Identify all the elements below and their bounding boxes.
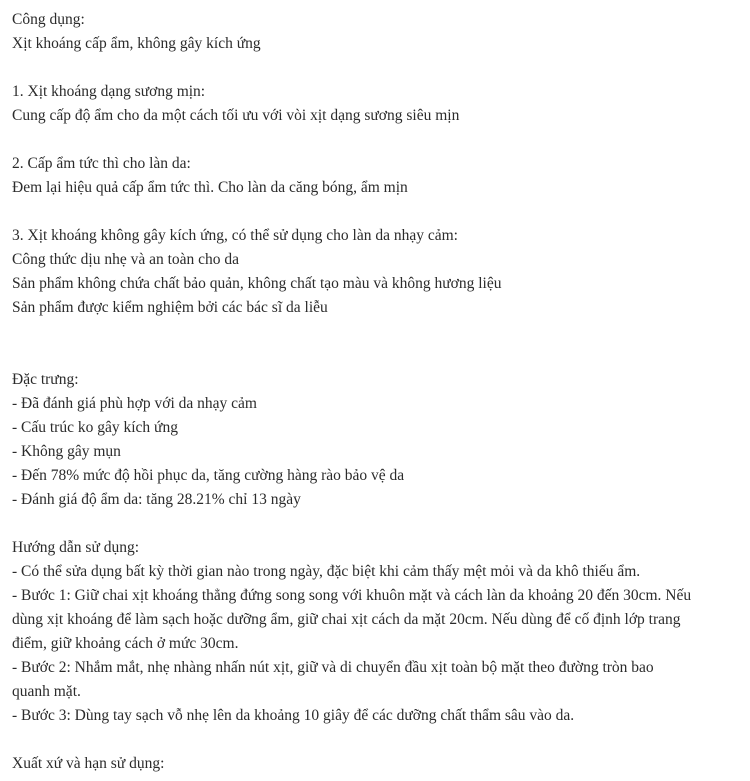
uses-item3-line: Sản phẩm không chứa chất bảo quản, không chất tạo màu và không hương liệu: [12, 275, 502, 292]
uses-item1-title: 1. Xịt khoáng dạng sương mịn:: [12, 83, 206, 100]
spacer: [12, 56, 742, 80]
usage-line: điểm, giữ khoảng cách ở mức 30cm.: [12, 635, 239, 652]
uses-item3-line: Sản phẩm được kiểm nghiệm bởi các bác sĩ da liễu: [12, 299, 328, 316]
uses-item3-title: 3. Xịt khoáng không gây kích ứng, có thể sử dụng cho làn da nhạy cảm:: [12, 227, 458, 244]
usage-line: - Có thể sửa dụng bất kỳ thời gian nào trong ngày, đặc biệt khi cảm thấy mệt mỏi và da khô thiếu ẩm.: [12, 563, 641, 580]
origin-heading: Xuất xứ và hạn sử dụng:: [12, 755, 165, 772]
spacer: [12, 200, 742, 224]
uses-summary: Xịt khoáng cấp ẩm, không gây kích ứng: [12, 35, 261, 52]
spacer: [12, 128, 742, 152]
document-body: [12, 8, 742, 776]
features-item: - Cấu trúc ko gây kích ứng: [12, 419, 178, 436]
usage-line: - Bước 3: Dùng tay sạch vỗ nhẹ lên da khoảng 10 giây để các dưỡng chất thẩm sâu vào da.: [12, 707, 575, 724]
features-heading: Đặc trưng:: [12, 371, 79, 388]
uses-item3-line: Công thức dịu nhẹ và an toàn cho da: [12, 251, 240, 268]
uses-item2-title: 2. Cấp ẩm tức thì cho làn da:: [12, 155, 191, 172]
features-item: - Đánh giá độ ẩm da: tăng 28.21% chỉ 13 ngày: [12, 491, 301, 508]
usage-line: dùng xịt khoáng để làm sạch hoặc dưỡng ẩm, giữ chai xịt cách da mặt 20cm. Nếu dùng để cố định lớp trang: [12, 611, 681, 628]
usage-heading: Hướng dẫn sử dụng:: [12, 539, 140, 556]
spacer: [12, 320, 742, 368]
usage-line: - Bước 2: Nhắm mắt, nhẹ nhàng nhấn nút xịt, giữ và di chuyển đầu xịt toàn bộ mặt theo đường tròn bao: [12, 659, 654, 676]
uses-heading: Công dụng:: [12, 11, 85, 28]
features-item: - Đến 78% mức độ hồi phục da, tăng cường hàng rào bảo vệ da: [12, 467, 405, 484]
features-item: - Đã đánh giá phù hợp với da nhạy cảm: [12, 395, 257, 412]
uses-item1-text: Cung cấp độ ẩm cho da một cách tối ưu với vòi xịt dạng sương siêu mịn: [12, 107, 460, 124]
usage-line: - Bước 1: Giữ chai xịt khoáng thẳng đứng song song với khuôn mặt và cách làn da khoảng 20 đến 30cm. Nếu: [12, 587, 692, 604]
spacer: [12, 512, 742, 536]
uses-item2-text: Đem lại hiệu quả cấp ẩm tức thì. Cho làn da căng bóng, ẩm mịn: [12, 179, 408, 196]
spacer: [12, 728, 742, 752]
features-item: - Không gây mụn: [12, 443, 121, 460]
usage-line: quanh mặt.: [12, 683, 81, 700]
